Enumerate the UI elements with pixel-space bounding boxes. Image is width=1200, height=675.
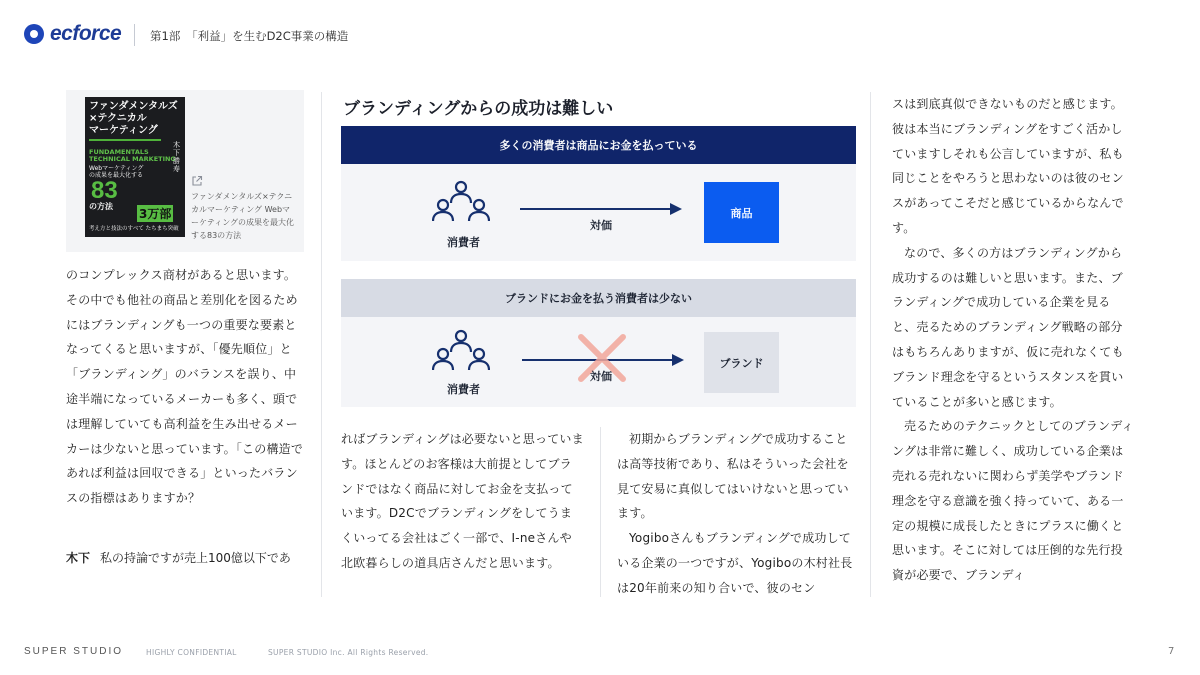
book-cover-author: 木下勝寿	[173, 141, 180, 173]
book-cover[interactable]	[85, 97, 185, 237]
book-cover-sales-badge: 3万部	[139, 207, 172, 221]
arrow-icon	[520, 202, 684, 216]
left-column-text: のコンプレックス商材があると思います。その中でも他社の商品と差別化を図るためにはブランディングも一つの重要な要素となってくると思いますが、「優先順位」と「ブランディング」のバランスを誤り、中途半端になっているメーカーも多く、頭では理解していても高利益を生み出せるメーカーは少ないと思っています。「この構造であれば利益は回収できる」といったバランスの指標はありますか？	[66, 268, 304, 506]
book-cover-rule	[89, 139, 161, 141]
footer-brand: SUPER STUDIO	[24, 646, 124, 657]
book-cover-number: 83	[91, 177, 118, 204]
figure-band-bottom: ブランドにお金を払う消費者は少ない	[341, 279, 856, 317]
brand-box: ブランド	[704, 332, 779, 393]
consumer-label: 消費者	[447, 383, 480, 396]
speaker-line	[66, 549, 291, 566]
paragraph: スは到底真似できないものだと感じます。彼は本当にブランディングをすごく活かしていますしそれも公言していますが、私も同じことをやろうと思わないのは彼のセンスがあってこそだと感じているからなんです。	[892, 97, 1124, 235]
middle-column-2-text	[617, 427, 859, 601]
speaker-name: 木下	[66, 551, 91, 565]
footer-confidential: HIGHLY CONFIDENTIAL	[146, 648, 237, 657]
consumer-label: 消費者	[447, 236, 480, 249]
price-label: 対価	[590, 219, 612, 232]
book-cover-subtitle: Webマーケティング の成果を最大化する	[89, 165, 144, 179]
logo-mark-icon	[24, 24, 44, 44]
book-cover-bottom: 考え方と技法のすべて たちまち突破	[89, 226, 179, 232]
header-divider	[134, 24, 135, 46]
figure-band-top: 多くの消費者は商品にお金を払っている	[341, 126, 856, 164]
book-cover-method: の方法	[89, 202, 113, 211]
paragraph: Yogiboさんもブランディングで成功している企業の一つですが、Yogiboの木村社長は20年前来の知り合いで、彼のセン	[617, 531, 853, 595]
column-divider	[600, 427, 601, 597]
column-divider	[321, 92, 322, 597]
paragraph: 初期からブランディングで成功することは高等技術であり、私はそういった会社を見て安易に真似してはいけないと思っています。	[617, 432, 849, 521]
figure-title: ブランディングからの成功は難しい	[343, 99, 614, 119]
external-link-icon[interactable]	[191, 175, 203, 187]
consumers-icon	[432, 180, 490, 226]
book-caption[interactable]: ファンダメンタルズ×テクニカルマーケティング Webマーケティングの成果を最大化する83の方法	[191, 192, 295, 240]
paragraph: なので、多くの方はブランディングから成功するのは難しいと思います。また、ブランディングで成功している企業を見ると、売るためのブランディング戦略の部分はもちろんありますが、仮に売れなくてもブランド理念を守るというスタンスを貫いていることが多いと感じます。	[892, 245, 1124, 409]
book-cover-english: FUNDAMENTALS TECHNICAL MARKETING	[89, 148, 176, 163]
footer-copyright: SUPER STUDIO Inc. All Rights Reserved.	[268, 648, 429, 657]
speaker-text: 私の持論ですが売上100億以下であ	[100, 551, 291, 565]
product-box: 商品	[704, 182, 779, 243]
consumers-icon	[432, 329, 490, 375]
book-cover-title: ファンダメンタルズ ×テクニカル マーケティング	[89, 101, 178, 136]
paragraph: 売るためのテクニックとしてのブランディングは非常に難しく、成功している企業は売れる売れないに関わらず美学やブランド理念を守る意識を強く持っていて、ある一定の規模に成長したときにプラスに働くと思います。そこに対しては圧倒的な先行投資が必要で、ブランディ	[892, 419, 1134, 583]
section-title: 第1部 「利益」を生むD2C事業の構造	[150, 29, 349, 43]
page-number: 7	[1168, 646, 1175, 657]
logo-text: ecforce	[50, 22, 122, 45]
price-label: 対価	[590, 370, 612, 383]
ecforce-logo	[24, 22, 121, 46]
column-divider	[870, 92, 871, 597]
right-column-text	[892, 92, 1134, 588]
middle-column-1-text: ればブランディングは必要ないと思っています。ほとんどのお客様は大前提としてブランドではなく商品に対してお金を支払っています。D2Cでブランディングをしてうまくいってる会社はごく一部で、I-neさんや北欧暮らしの道具店さんだと思います。	[341, 432, 584, 570]
